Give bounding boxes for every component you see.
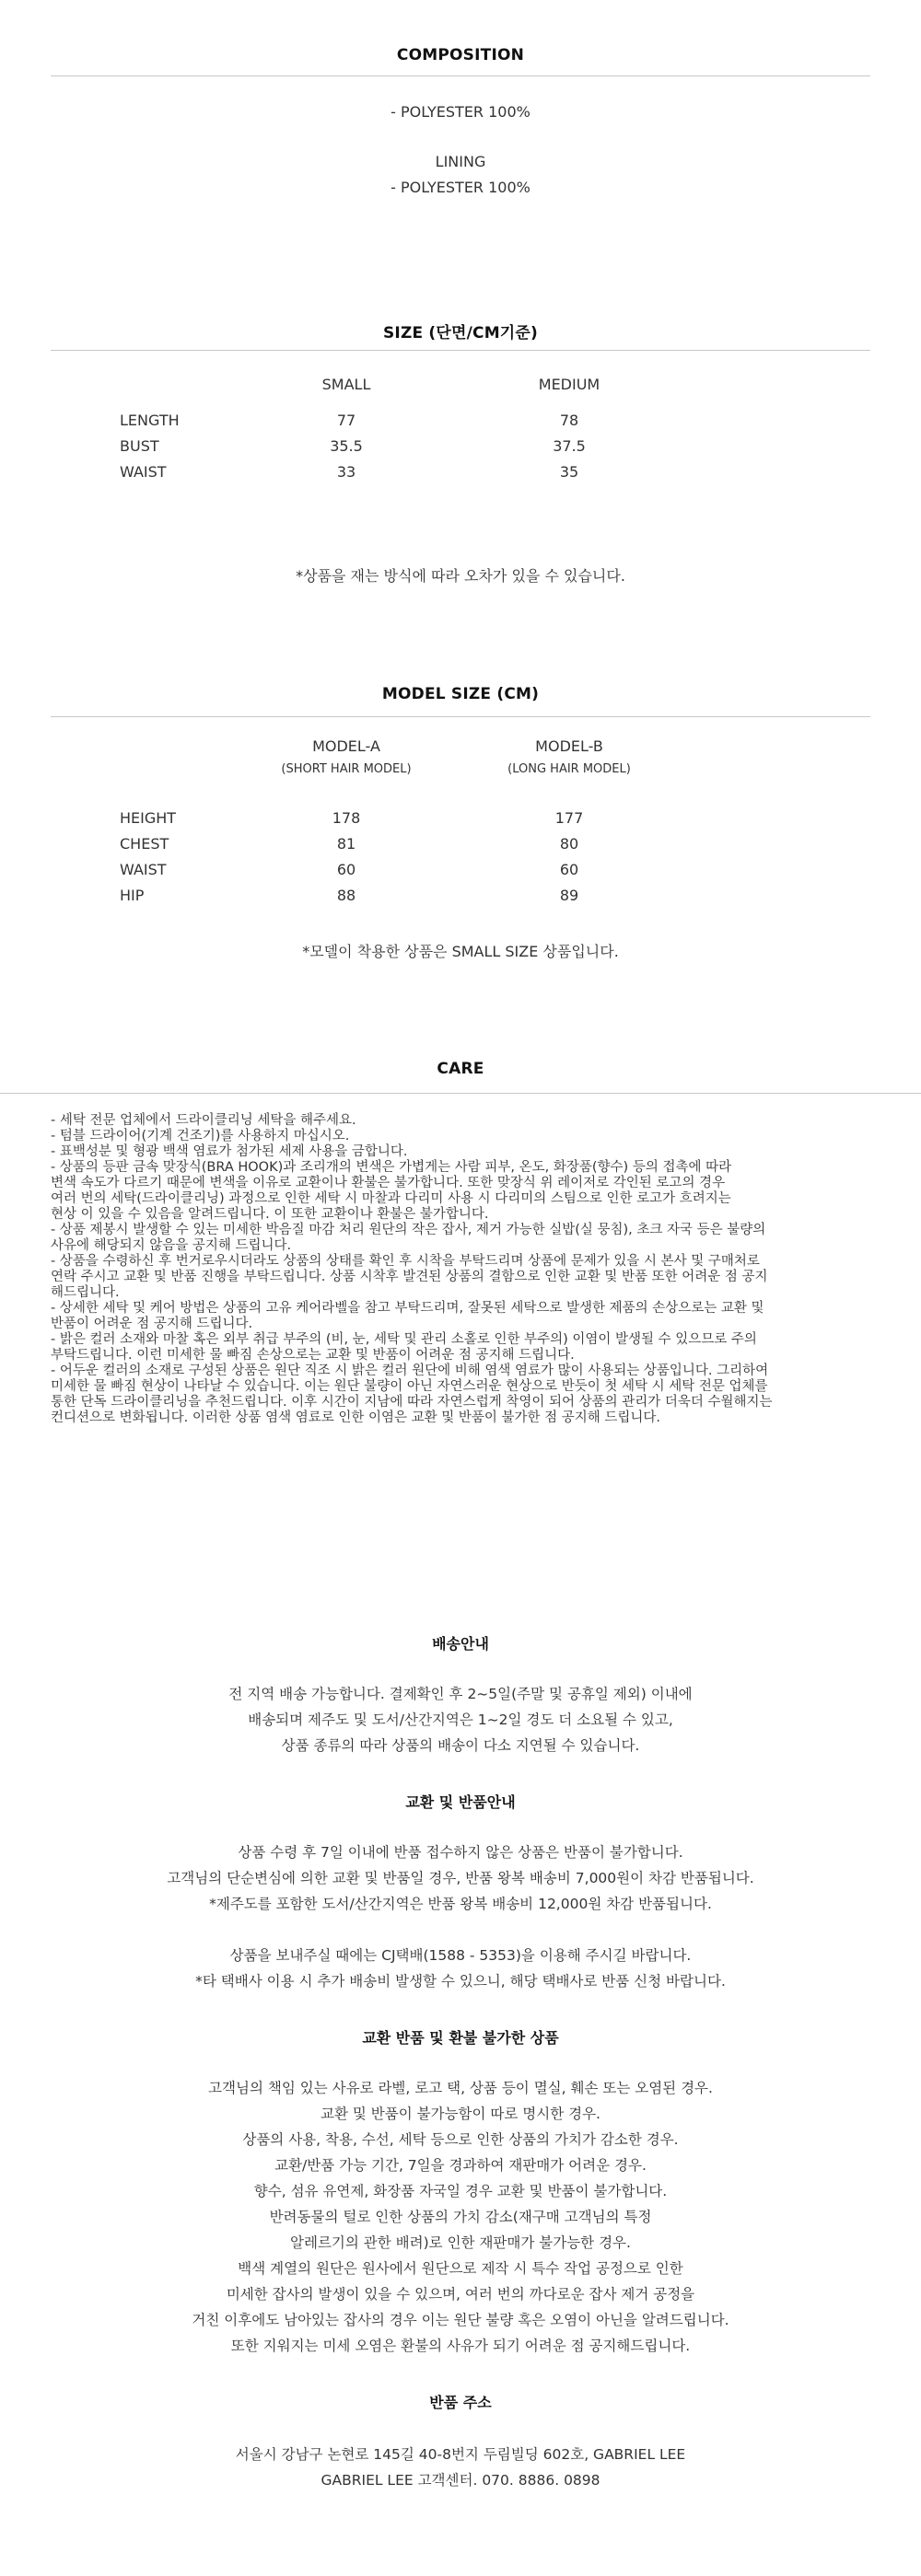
no-return-line: 향수, 섬유 유연제, 화장품 자국일 경우 교환 및 반품이 불가합니다. <box>253 2183 668 2199</box>
no-return-line: 교환/반품 가능 기간, 7일을 경과하여 재판매가 어려운 경우. <box>274 2157 647 2174</box>
exchange-line: *타 택배사 이용 시 추가 배송비 발생할 수 있으니, 해당 택배사로 반품 신청 바랍니다. <box>195 1973 726 1990</box>
size-cell: 35 <box>559 463 579 481</box>
composition-divider <box>51 75 870 76</box>
care-line: 미세한 물 빠짐 현상이 나타날 수 있습니다. 이는 원단 불량이 아닌 자연스러운 현상으로 반듯이 첫 세탁 시 세탁 전문 업체를 <box>51 1379 768 1394</box>
no-return-line: 반려동물의 털로 인한 상품의 가치 감소(재구매 고객님의 특정 <box>269 2209 652 2225</box>
care-line: - 상품의 등판 금속 맞장식(BRA HOOK)과 조리개의 변색은 가볍게는 사람 피부, 온도, 화장품(향수) 등의 접촉에 따라 <box>51 1160 732 1175</box>
model-row-label: HEIGHT <box>120 809 177 827</box>
composition-title: COMPOSITION <box>396 46 525 64</box>
care-divider <box>0 1093 921 1094</box>
model-b-name: MODEL-B <box>535 737 603 755</box>
size-divider <box>51 350 870 351</box>
model-size-divider <box>51 716 870 717</box>
size-row-label: LENGTH <box>120 412 180 429</box>
care-line: 사유에 해당되지 않음을 공지해 드립니다. <box>51 1238 292 1253</box>
care-line: 통한 단독 드라이클리닝을 추천드립니다. 이후 시간이 지남에 따라 자연스럽게 착영이 되어 상품의 관리가 더욱더 수월해지는 <box>51 1395 773 1410</box>
no-return-line: 백색 계열의 원단은 원사에서 원단으로 제작 시 특수 작업 공정으로 인한 <box>238 2260 683 2277</box>
no-return-line: 알레르기의 관한 배려)로 인한 재판매가 불가능한 경우. <box>290 2234 631 2251</box>
model-row-label: HIP <box>120 887 145 904</box>
care-line: - 밝은 컬러 소재와 마찰 혹은 외부 취급 부주의 (비, 눈, 세탁 및 관리 소홀로 인한 부주의) 이염이 발생될 수 있으므로 주의 <box>51 1332 757 1347</box>
shipping-line: 배송되며 제주도 및 도서/산간지역은 1~2일 경도 더 소요될 수 있고, <box>248 1712 673 1728</box>
exchange-line: *제주도를 포함한 도서/산간지역은 반품 왕복 배송비 12,000원 차감 반품됩니다. <box>209 1896 712 1912</box>
no-return-line: 거친 이후에도 남아있는 잡사의 경우 이는 원단 불량 혹은 오염이 아닌을 알려드립니다. <box>192 2312 729 2328</box>
size-col-medium: MEDIUM <box>538 376 600 393</box>
composition-main: - POLYESTER 100% <box>391 103 530 121</box>
care-line: - 어두운 컬러의 소재로 구성된 상품은 원단 직조 시 밝은 컬러 원단에 비해 염색 염료가 많이 사용되는 상품입니다. 그리하여 <box>51 1363 769 1378</box>
shipping-title: 배송안내 <box>432 1635 489 1653</box>
no-return-line: 상품의 사용, 착용, 수선, 세탁 등으로 인한 상품의 가치가 감소한 경우. <box>242 2131 679 2148</box>
model-row-label: WAIST <box>120 861 167 878</box>
model-cell: 178 <box>332 809 361 827</box>
shipping-line: 상품 종류의 따라 상품의 배송이 다소 지연될 수 있습니다. <box>281 1737 640 1754</box>
care-line: - 상세한 세탁 및 케어 방법은 상품의 고유 케어라벨을 참고 부탁드리며, 잘못된 세탁으로 발생한 제품의 손상으로는 교환 및 <box>51 1301 764 1316</box>
care-line: - 텀블 드라이어(기계 건조기)를 사용하지 마십시오. <box>51 1129 350 1143</box>
no-return-line: 고객님의 책임 있는 사유로 라벨, 로고 택, 상품 등이 멸실, 훼손 또는 오염된 경우. <box>208 2080 713 2096</box>
size-col-small: SMALL <box>321 376 371 393</box>
exchange-line: 상품 수령 후 7일 이내에 반품 접수하지 않은 상품은 반품이 불가합니다. <box>238 1844 683 1861</box>
exchange-line: 고객님의 단순변심에 의한 교환 및 반품일 경우, 반품 왕복 배송비 7,000원이 차감 반품됩니다. <box>167 1870 754 1886</box>
no-return-line: 교환 및 반품이 불가능함이 따로 명시한 경우. <box>320 2106 600 2122</box>
lining-value: - POLYESTER 100% <box>391 179 530 196</box>
return-address-line: 서울시 강남구 논현로 145길 40-8번지 두림빌딩 602호, GABRIEL LEE <box>235 2446 686 2463</box>
model-cell: 177 <box>554 809 584 827</box>
no-return-title: 교환 반품 및 환불 불가한 상품 <box>362 2029 559 2047</box>
care-line: 여러 번의 세탁(드라이클리닝) 과정으로 인한 세탁 시 마찰과 다리미 사용 시 다리미의 스팀으로 인한 로고가 흐려지는 <box>51 1191 731 1206</box>
model-row-label: CHEST <box>120 835 169 853</box>
size-row-label: WAIST <box>120 463 167 481</box>
care-line: 반품이 어려운 점 공지해 드립니다. <box>51 1317 253 1331</box>
return-address-title: 반품 주소 <box>429 2394 492 2411</box>
size-cell: 33 <box>336 463 356 481</box>
model-cell: 89 <box>559 887 579 904</box>
care-line: - 상품 제봉시 발생할 수 있는 미세한 박음질 마감 처리 원단의 작은 잡사, 제거 가능한 실밥(실 뭉침), 초크 자국 등은 불량의 <box>51 1223 766 1237</box>
no-return-line: 또한 지워지는 미세 오염은 환불의 사유가 되기 어려운 점 공지해드립니다. <box>230 2338 691 2354</box>
care-line: - 상품을 수령하신 후 번거로우시더라도 상품의 상태를 확인 후 시착을 부탁드리며 상품에 문제가 있을 시 본사 및 구매처로 <box>51 1254 760 1269</box>
model-size-note: *모델이 착용한 상품은 SMALL SIZE 상품입니다. <box>302 943 619 960</box>
care-title: CARE <box>437 1060 484 1078</box>
return-address-line: GABRIEL LEE 고객센터. 070. 8886. 0898 <box>321 2472 600 2489</box>
care-line: - 표백성분 및 형광 백색 염료가 첨가된 세제 사용을 금합니다. <box>51 1144 408 1159</box>
care-line: 해드립니다. <box>51 1285 120 1300</box>
size-cell: 37.5 <box>553 437 586 455</box>
size-row-label: BUST <box>120 437 159 455</box>
care-text <box>51 1113 870 1426</box>
exchange-line: 상품을 보내주실 때에는 CJ택배(1588 - 5353)을 이용해 주시길 바랍니다. <box>229 1947 692 1964</box>
care-line: 컨디션으로 변화됩니다. 이러한 상품 염색 염료로 인한 이염은 교환 및 반품이 불가한 점 공지해 드립니다. <box>51 1410 661 1425</box>
lining-label: LINING <box>435 153 486 170</box>
model-cell: 81 <box>336 835 356 853</box>
care-line: 연락 주시고 교환 및 반품 진행을 부탁드립니다. 상품 시착후 발견된 상품의 결함으로 인한 교환 및 반품 또한 어려운 점 공지 <box>51 1270 768 1284</box>
care-line: - 세탁 전문 업체에서 드라이클리닝 세탁을 해주세요. <box>51 1113 356 1128</box>
model-cell: 60 <box>336 861 356 878</box>
model-b-sub: (LONG HAIR MODEL) <box>507 762 631 776</box>
care-line: 변색 속도가 다르기 때문에 변색을 이유로 교환이나 환불은 불가합니다. 또한 맞장식 위 레이저로 각인된 로고의 경우 <box>51 1176 726 1190</box>
shipping-line: 전 지역 배송 가능합니다. 결제확인 후 2~5일(주말 및 공휴일 제외) 이내에 <box>228 1686 693 1702</box>
size-cell: 78 <box>559 412 579 429</box>
exchange-title: 교환 및 반품안내 <box>405 1793 516 1811</box>
size-note: *상품을 재는 방식에 따라 오차가 있을 수 있습니다. <box>296 567 625 585</box>
size-title: SIZE (단면/CM기준) <box>382 324 539 342</box>
model-size-title: MODEL SIZE (CM) <box>381 685 540 703</box>
model-a-sub: (SHORT HAIR MODEL) <box>281 762 412 776</box>
no-return-line: 미세한 잡사의 발생이 있을 수 있으며, 여러 번의 까다로운 잡사 제거 공정을 <box>226 2286 695 2303</box>
model-cell: 80 <box>559 835 579 853</box>
size-cell: 77 <box>336 412 356 429</box>
care-line: 현상 이 있을 수 있음을 알려드립니다. 이 또한 교환이나 환불은 불가합니다. <box>51 1207 489 1222</box>
model-cell: 60 <box>559 861 579 878</box>
model-a-name: MODEL-A <box>312 737 380 755</box>
model-cell: 88 <box>336 887 356 904</box>
size-cell: 35.5 <box>330 437 363 455</box>
care-line: 부탁드립니다. 이런 미세한 물 빠짐 손상으로는 교환 및 반품이 어려운 점 공지해 드립니다. <box>51 1348 575 1363</box>
